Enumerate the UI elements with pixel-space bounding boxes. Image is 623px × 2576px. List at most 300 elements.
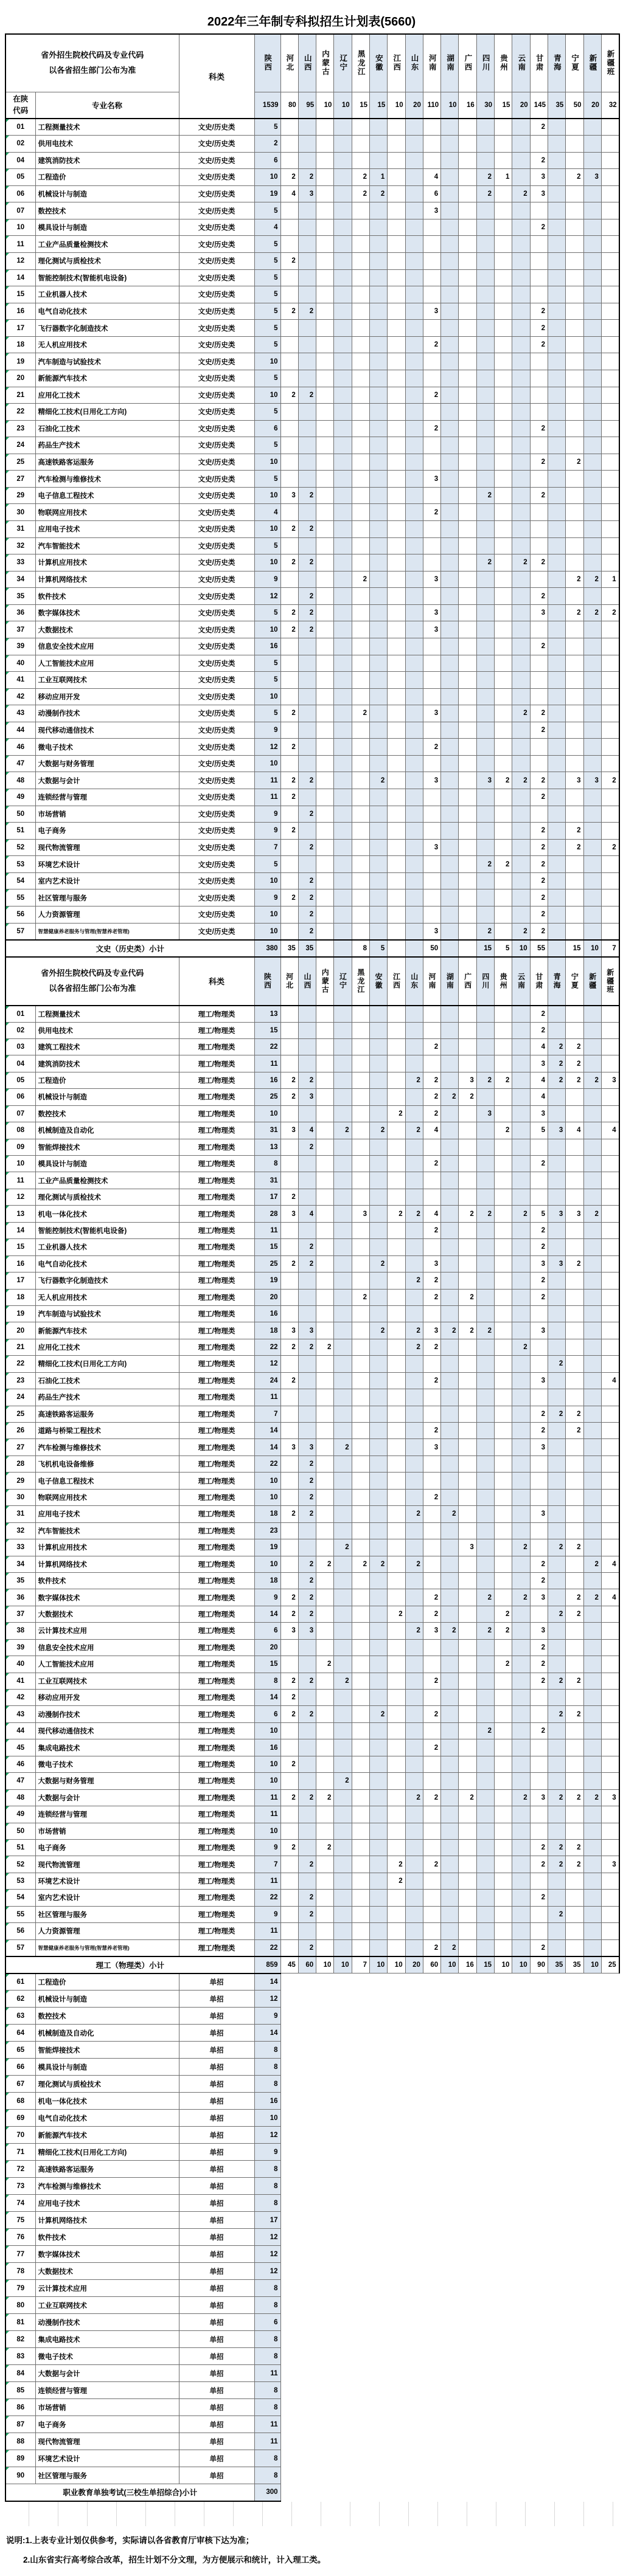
plan-count-cell: 5 [254,119,280,136]
plan-count-cell: 13 [254,1006,280,1022]
plan-count-cell [388,588,405,605]
major-name-cell: 药品生产技术 [35,437,179,454]
major-name-cell: 工业互联网技术 [35,672,179,689]
plan-count-cell [298,1406,316,1422]
plan-count-cell: 1 [601,571,619,588]
plan-count-cell [476,889,494,906]
plan-count-cell [441,537,459,554]
plan-count-cell [476,1690,494,1706]
major-code-cell: 22 [5,1356,35,1372]
province-header [566,34,583,92]
plan-count-cell [280,1489,298,1505]
table-row [5,621,619,638]
major-code-cell: 50 [5,1823,35,1839]
province-header [583,34,601,92]
plan-count-cell [334,1072,352,1088]
plan-count-cell [441,588,459,605]
table-row [5,454,619,471]
plan-count-cell [601,1522,619,1539]
major-code-cell: 46 [5,739,35,756]
error-indicator-triangle [6,2348,9,2351]
province-total-cell: 20 [405,92,423,119]
plan-count-cell: 14 [254,1423,280,1439]
plan-count-cell: 5 [254,471,280,488]
plan-count-cell [601,504,619,521]
major-name-cell: 汽车制造与试验技术 [35,353,179,370]
plan-count-cell: 19 [254,1272,280,1289]
table-row [5,672,619,689]
plan-count-cell: 2 [441,1322,459,1339]
plan-count-cell [459,588,476,605]
plan-count-cell [298,638,316,655]
plan-count-cell [583,1006,601,1022]
plan-count-cell: 2 [459,1206,476,1222]
plan-count-cell [601,889,619,906]
plan-count-cell: 2 [476,185,494,202]
plan-count-cell [495,1789,512,1806]
major-code-cell: 16 [5,1255,35,1272]
plan-count-cell: 22 [254,1455,280,1472]
plan-count-cell [512,537,530,554]
error-indicator-triangle [6,1172,9,1175]
plan-count-cell [316,219,334,236]
plan-count-cell: 2 [566,1606,583,1622]
section-subtotal-cell: 10 [334,1956,352,1973]
major-code-cell: 42 [5,688,35,705]
plan-count-cell [370,1006,388,1022]
plan-count-cell [405,655,423,672]
major-name-cell: 计算机网络技术 [35,2212,179,2229]
plan-count-cell [601,420,619,437]
plan-count-cell: 2 [583,1206,601,1222]
plan-count-cell [298,202,316,219]
plan-count-cell [459,169,476,186]
plan-count-cell [405,906,423,923]
major-name-cell: 数控技术 [35,2008,179,2025]
plan-count-cell: 2 [566,1255,583,1272]
plan-count-cell [370,806,388,823]
plan-count-cell [280,839,298,856]
plan-count-cell [280,672,298,689]
table-row [5,1522,619,1539]
error-indicator-triangle [6,1006,9,1009]
major-name-cell: 机械设计与制造 [35,1991,179,2008]
plan-count-cell [423,889,440,906]
plan-count-cell [512,1506,530,1522]
subject-type-cell: 单招 [179,2025,254,2042]
subject-type-cell: 理工/物理类 [179,1589,254,1606]
plan-count-cell [459,1823,476,1839]
plan-count-cell [441,119,459,136]
plan-count-cell [370,1606,388,1622]
plan-count-cell [316,119,334,136]
table-row [5,688,619,705]
plan-count-cell [476,789,494,806]
plan-count-cell: 3 [530,1439,548,1455]
error-indicator-triangle [6,772,9,775]
major-name-cell: 社区管理与服务 [35,1906,179,1922]
subject-type-cell: 文史/历史类 [179,353,254,370]
plan-count-cell [459,1773,476,1789]
subject-type-cell: 文史/历史类 [179,437,254,454]
plan-count-cell [583,1239,601,1255]
plan-count-cell [423,872,440,889]
table-row [5,571,619,588]
plan-count-cell [601,152,619,169]
plan-count-cell [388,1656,405,1673]
plan-count-cell [495,1272,512,1289]
plan-count-cell [495,1773,512,1789]
plan-count-cell: 2 [405,1789,423,1806]
plan-count-cell [352,1272,369,1289]
plan-count-cell [352,839,369,856]
plan-count-cell [405,370,423,387]
plan-count-cell [566,353,583,370]
province-name: 江西 [392,972,401,990]
plan-count-cell [405,202,423,219]
plan-count-cell [601,1139,619,1155]
plan-count-cell: 10 [254,755,280,772]
plan-count-cell [566,1022,583,1038]
plan-count-cell [459,1873,476,1889]
table-row [5,119,619,136]
section-subtotal-cell: 50 [423,940,440,957]
plan-count-cell: 2 [530,1423,548,1439]
plan-count-cell [548,1006,565,1022]
major-code-cell: 66 [5,2059,35,2076]
province-header [495,957,512,1006]
plan-count-cell [423,1022,440,1038]
plan-count-cell: 2 [298,387,316,404]
table-row [5,303,619,320]
plan-count-cell [441,1873,459,1889]
plan-count-cell [601,1606,619,1622]
plan-count-cell: 2 [298,487,316,504]
plan-count-cell [280,537,298,554]
plan-count-cell [566,1556,583,1572]
plan-count-cell [512,303,530,320]
plan-count-cell: 2 [566,454,583,471]
plan-count-cell [441,1923,459,1939]
plan-count-cell [548,370,565,387]
plan-count-cell: 2 [566,1589,583,1606]
plan-count-cell [495,1690,512,1706]
major-name-header: 专业名称 [35,92,179,119]
table-row [5,1455,619,1472]
plan-count-cell [459,1473,476,1489]
plan-count-cell [459,872,476,889]
plan-count-cell: 22 [254,1939,280,1956]
plan-count-cell [370,353,388,370]
plan-count-cell [583,1272,601,1289]
plan-count-cell [566,655,583,672]
plan-count-cell [423,1055,440,1072]
plan-count-cell [495,1089,512,1105]
plan-count-cell [370,1572,388,1589]
plan-count-cell [334,1406,352,1422]
plan-count-cell [405,1305,423,1322]
plan-count-cell [334,1706,352,1722]
province-name: 广西 [463,972,472,990]
plan-count-cell [370,672,388,689]
plan-count-cell [548,269,565,286]
plan-count-cell: 2 [548,1356,565,1372]
plan-count-cell: 2 [405,1506,423,1522]
plan-count-cell [583,1038,601,1055]
plan-count-cell [583,1322,601,1339]
plan-count-cell [352,1506,369,1522]
plan-count-cell [388,839,405,856]
plan-count-cell [441,621,459,638]
error-indicator-triangle [6,1122,9,1125]
province-header [388,957,405,1006]
plan-count-cell: 2 [298,1072,316,1088]
plan-count-cell [566,1506,583,1522]
plan-count-cell [441,638,459,655]
plan-count-cell: 2 [530,1156,548,1172]
section-subtotal-cell [388,940,405,957]
plan-count-cell [405,1055,423,1072]
plan-count-cell [512,1222,530,1238]
plan-count-cell [530,1189,548,1205]
plan-count-cell [280,1172,298,1189]
subject-type-cell: 单招 [179,2450,254,2467]
error-indicator-triangle [6,1023,9,1026]
major-code-cell: 49 [5,789,35,806]
table-row [5,2382,619,2399]
plan-count-cell [405,1706,423,1722]
subject-type-cell: 文史/历史类 [179,370,254,387]
plan-count-cell [566,1172,583,1189]
major-name-cell: 数控技术 [35,1105,179,1122]
plan-count-cell [370,1372,388,1389]
plan-count-cell: 3 [583,169,601,186]
plan-count-cell [352,638,369,655]
major-code-cell: 49 [5,1806,35,1823]
plan-count-cell [566,303,583,320]
province-name: 云南 [517,972,526,990]
plan-count-cell [476,1773,494,1789]
plan-count-cell [334,1255,352,1272]
plan-count-cell [495,1172,512,1189]
plan-count-cell [495,1455,512,1472]
plan-count-cell [512,1455,530,1472]
plan-count-cell [441,269,459,286]
plan-count-cell [334,353,352,370]
error-indicator-triangle [6,270,9,273]
plan-count-cell [566,554,583,571]
plan-count-cell [316,136,334,153]
plan-count-cell [495,872,512,889]
plan-count-cell [388,1305,405,1322]
province-header [441,957,459,1006]
plan-count-cell: 2 [512,1589,530,1606]
plan-count-cell [459,923,476,940]
plan-count-cell: 5 [254,705,280,722]
plan-count-cell [601,1722,619,1739]
subject-type-cell: 文史/历史类 [179,889,254,906]
plan-count-cell [334,437,352,454]
plan-count-cell: 2 [530,1722,548,1739]
plan-count-cell [334,806,352,823]
plan-count-cell [583,303,601,320]
table-row [5,1606,619,1622]
plan-count-cell [388,772,405,789]
plan-count-cell [512,1756,530,1772]
subject-type-cell: 单招 [179,2076,254,2093]
plan-count-cell [548,1556,565,1572]
plan-count-cell [298,454,316,471]
plan-count-cell [530,370,548,387]
table-row [5,1305,619,1322]
error-indicator-triangle [6,1806,9,1809]
plan-count-cell [280,722,298,739]
error-indicator-triangle [6,655,9,658]
plan-count-cell [495,521,512,538]
plan-count-cell [405,1255,423,1272]
major-name-cell: 应用化工技术 [35,1339,179,1355]
plan-count-cell [441,1890,459,1906]
major-name-cell: 石油化工技术 [35,1372,179,1389]
plan-count-cell: 15 [254,1656,280,1673]
plan-count-cell [548,387,565,404]
error-indicator-triangle [6,2450,9,2453]
subject-type-cell: 文史/历史类 [179,806,254,823]
error-indicator-triangle [6,1640,9,1643]
plan-count-cell [334,1489,352,1505]
plan-count-cell: 10 [254,906,280,923]
table-row [5,604,619,621]
plan-count-cell [459,1055,476,1072]
plan-count-cell [405,504,423,521]
major-name-cell: 石油化工技术 [35,420,179,437]
plan-count-cell: 5 [254,336,280,353]
major-code-cell: 06 [5,185,35,202]
plan-count-cell [512,1739,530,1756]
plan-count-cell: 2 [298,621,316,638]
section-subtotal-cell: 45 [280,1956,298,1973]
table-row [5,2484,619,2501]
major-name-cell: 现代移动通信技术 [35,722,179,739]
plan-count-cell [495,823,512,840]
plan-count-cell [476,739,494,756]
plan-count-cell [370,1639,388,1656]
plan-count-cell [512,1722,530,1739]
plan-count-cell: 3 [423,471,440,488]
plan-count-cell [388,638,405,655]
subject-type-cell: 理工/物理类 [179,1522,254,1539]
plan-count-cell [583,1289,601,1305]
subject-type-cell: 理工/物理类 [179,1890,254,1906]
table-row [5,437,619,454]
table-row [5,722,619,739]
plan-count-cell [405,1105,423,1122]
plan-count-cell [352,1305,369,1322]
plan-count-cell [566,437,583,454]
plan-count-cell [548,353,565,370]
plan-count-cell [476,1255,494,1272]
major-code-cell: 13 [5,1206,35,1222]
plan-count-cell [601,1673,619,1689]
plan-count-cell: 2 [566,1038,583,1055]
plan-count-cell: 2 [388,1606,405,1622]
subject-type-cell: 理工/物理类 [179,1739,254,1756]
plan-count-cell: 11 [254,1389,280,1406]
plan-count-cell [566,1773,583,1789]
subject-type-cell: 理工/物理类 [179,1156,254,1172]
plan-count-cell [423,1906,440,1922]
plan-count-cell: 8 [254,2076,280,2093]
plan-count-cell: 3 [423,923,440,940]
plan-count-cell [601,253,619,270]
plan-count-cell [370,1406,388,1422]
plan-count-cell [495,1372,512,1389]
plan-count-cell [441,923,459,940]
empty-region-cell [280,2246,619,2263]
plan-count-cell [548,1239,565,1255]
table-row [5,2127,619,2144]
plan-count-cell [566,1372,583,1389]
plan-count-cell: 3 [530,185,548,202]
plan-count-cell [423,219,440,236]
plan-count-cell: 2 [423,336,440,353]
plan-count-cell [601,739,619,756]
plan-count-cell: 2 [316,1339,334,1355]
plan-count-cell [423,906,440,923]
plan-count-cell [280,336,298,353]
major-name-cell: 软件技术 [35,588,179,605]
plan-count-cell [548,1656,565,1673]
major-code-cell: 44 [5,722,35,739]
plan-count-cell: 2 [370,1322,388,1339]
plan-count-cell [370,1439,388,1455]
plan-count-cell: 2 [298,1706,316,1722]
plan-count-cell: 2 [566,1072,583,1088]
plan-count-cell [601,1322,619,1339]
plan-count-cell: 3 [530,1105,548,1122]
subject-type-cell: 理工/物理类 [179,1172,254,1189]
plan-count-cell [352,320,369,337]
plan-count-cell [459,856,476,873]
plan-count-cell [548,236,565,253]
plan-count-cell [530,1690,548,1706]
plan-count-cell [423,370,440,387]
plan-count-cell [566,1939,583,1956]
plan-count-cell [476,755,494,772]
plan-count-cell [548,1089,565,1105]
table-row [5,2076,619,2093]
plan-count-cell [441,437,459,454]
plan-count-cell [548,471,565,488]
plan-count-cell: 2 [566,1856,583,1873]
major-name-cell: 移动应用开发 [35,1690,179,1706]
error-indicator-triangle [6,1423,9,1426]
error-indicator-triangle [6,1106,9,1109]
plan-count-cell: 5 [254,856,280,873]
plan-count-cell [601,655,619,672]
plan-count-cell [548,889,565,906]
plan-count-cell: 2 [280,789,298,806]
error-indicator-triangle [6,1256,9,1259]
province-name: 黑龙江 [356,968,365,994]
major-name-cell: 智能焊接技术 [35,2042,179,2059]
plan-count-cell [405,1022,423,1038]
province-header [298,957,316,1006]
plan-count-cell [334,1823,352,1839]
plan-count-cell [280,1105,298,1122]
plan-count-cell [566,1690,583,1706]
plan-count-cell: 6 [254,1623,280,1639]
